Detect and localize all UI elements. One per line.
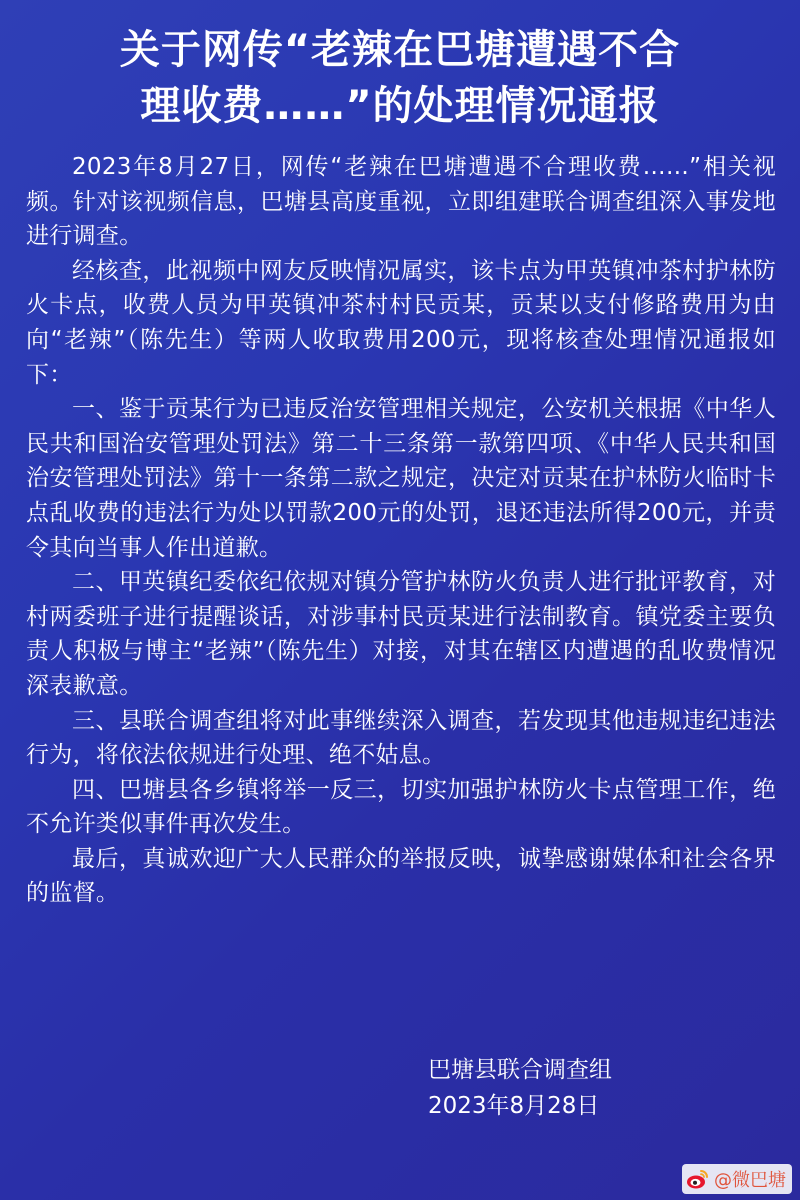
signature-org: 巴塘县联合调查组 [428, 1057, 612, 1083]
paragraph-item-2: 二、甲英镇纪委依纪依规对镇分管护林防火负责人进行批评教育，对村两委班子进行提醒谈话，对涉事村民贡某进行法制教育。镇党委主要负责人积极与博主“老辣”（陈先生）对接，对其在辖区内遭遇的乱收费情况深表歉意。 [26, 569, 776, 699]
weibo-watermark [682, 1164, 792, 1194]
signature-block [428, 1052, 612, 1124]
paragraph-item-1: 一、鉴于贡某行为已违反治安管理相关规定，公安机关根据《中华人民共和国治安管理处罚法》第二十三条第一款第四项、《中华人民共和国治安管理处罚法》第十一条第二款之规定，决定对贡某在护林防火临时卡点乱收费的违法行为处以罚款200元的处罚，退还违法所得200元，并责令其向当事人作出道歉。 [26, 396, 776, 561]
weibo-icon [686, 1168, 710, 1190]
watermark-handle: @微巴塘 [714, 1170, 786, 1191]
signature-date: 2023年8月28日 [428, 1093, 600, 1119]
paragraph-closing: 最后，真诚欢迎广大人民群众的举报反映，诚挚感谢媒体和社会各界的监督。 [26, 845, 776, 907]
paragraph-item-4: 四、巴塘县各乡镇将举一反三，切实加强护林防火卡点管理工作，绝不允许类似事件再次发生。 [26, 776, 776, 838]
paragraph-intro: 2023年8月27日，网传“老辣在巴塘遭遇不合理收费……”相关视频。针对该视频信息，巴塘县高度重视，立即组建联合调查组深入事发地进行调查。 [26, 154, 776, 250]
document-body [26, 150, 776, 911]
paragraph-findings: 经核查，此视频中网友反映情况属实，该卡点为甲英镇冲茶村护林防火卡点，收费人员为甲英镇冲茶村村民贡某，贡某以支付修路费用为由向“老辣”（陈先生）等两人收取费用200元，现将核查处理情况通报如下： [26, 257, 776, 388]
title-line-1: 关于网传“老辣在巴塘遭遇不合 [119, 27, 681, 73]
paragraph-item-3: 三、县联合调查组将对此事继续深入调查，若发现其他违规违纪违法行为，将依法依规进行处理、绝不姑息。 [26, 707, 776, 769]
document-title [40, 22, 760, 134]
title-line-2: 理收费……”的处理情况通报 [140, 83, 660, 129]
